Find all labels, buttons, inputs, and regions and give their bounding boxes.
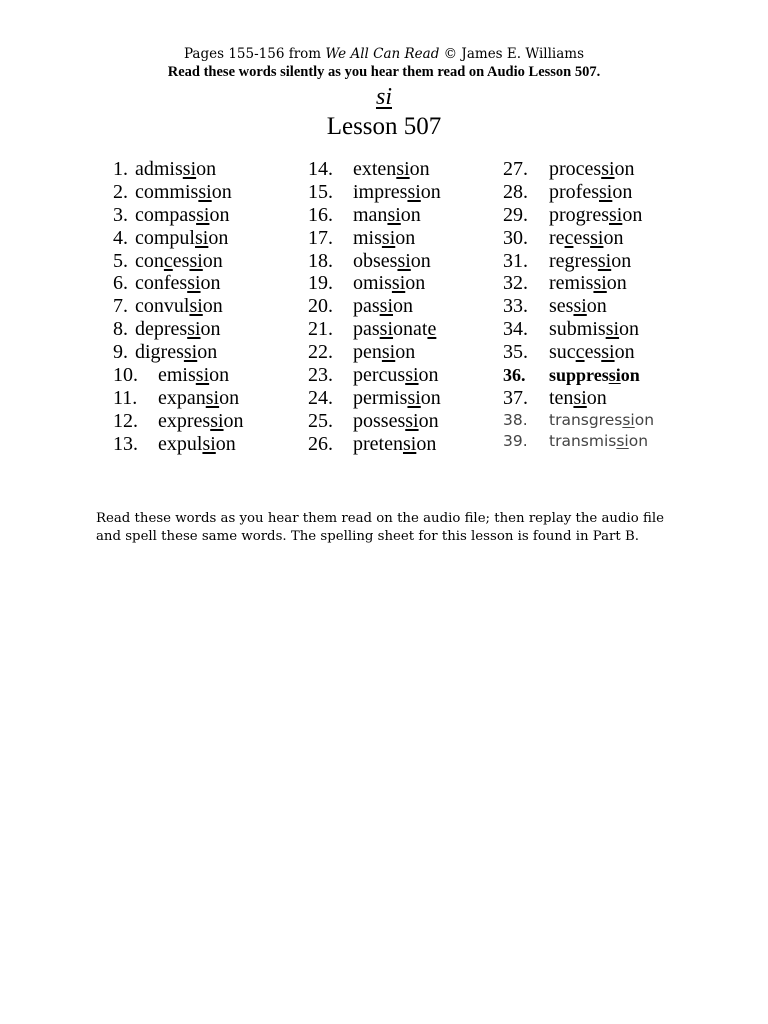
word-text: compassion: [135, 203, 230, 226]
word-number: 20.: [308, 295, 333, 318]
word-number: 38.: [503, 410, 528, 429]
word-text: regression: [549, 249, 632, 272]
word-number: 37.: [503, 386, 528, 409]
word-text: passionate: [353, 318, 437, 341]
lesson-title: Lesson 507: [326, 113, 442, 140]
word-text: convulsion: [135, 295, 223, 318]
word-number: 1.: [113, 158, 128, 180]
word-text: remission: [549, 272, 627, 295]
instructions-line-1: Read these words as you hear them read on the audio file; then replay the audio file: [96, 511, 664, 526]
word-number: 27.: [503, 158, 528, 180]
word-text: confession: [135, 272, 221, 295]
word-number: 31.: [503, 249, 528, 272]
word-text: obsession: [353, 249, 431, 272]
word-number: 10.: [113, 364, 138, 387]
word-text: transmission: [549, 431, 649, 450]
word-number: 32.: [503, 272, 528, 295]
word-number: 29.: [503, 203, 528, 226]
word-number: 2.: [113, 180, 128, 203]
word-text: omission: [353, 272, 426, 295]
word-text: transgression: [549, 410, 655, 429]
word-text: expulsion: [158, 432, 236, 455]
word-text: expansion: [158, 386, 240, 409]
word-number: 21.: [308, 318, 333, 341]
book-title: We All Can Read: [325, 46, 440, 62]
word-text: depression: [135, 318, 221, 341]
word-text: suppression: [549, 365, 640, 386]
word-number: 18.: [308, 249, 333, 272]
instructions: [96, 510, 696, 545]
word-number: 17.: [308, 226, 333, 249]
word-text: passion: [353, 295, 414, 318]
source-line: [0, 46, 768, 62]
word-number: 9.: [113, 341, 128, 364]
word-text: emission: [158, 364, 230, 387]
word-number: 13.: [113, 432, 138, 455]
word-number: 11.: [113, 386, 138, 409]
word-number: 28.: [503, 180, 528, 203]
word-text: digression: [135, 341, 218, 364]
word-text: mission: [353, 226, 416, 249]
word-number: 7.: [113, 295, 128, 318]
word-number: 6.: [113, 272, 128, 295]
word-text: tension: [549, 386, 607, 409]
word-text: pension: [353, 341, 416, 364]
word-text: possession: [353, 409, 439, 432]
word-text: mansion: [353, 203, 421, 226]
word-number: 25.: [308, 409, 333, 432]
word-text: recession: [549, 226, 624, 249]
word-text: succession: [549, 341, 635, 364]
word-number: 30.: [503, 226, 528, 249]
subtitle: Read these words silently as you hear them read on Audio Lesson 507.: [167, 64, 601, 80]
word-number: 15.: [308, 180, 333, 203]
word-text: extension: [353, 158, 430, 180]
word-text: pretension: [353, 432, 437, 455]
word-text: submission: [549, 318, 640, 341]
word-number: 39.: [503, 431, 528, 450]
word-text: percussion: [353, 364, 439, 387]
word-text: session: [549, 295, 607, 318]
word-number: 35.: [503, 341, 528, 364]
word-number: 4.: [113, 226, 128, 249]
word-text: commission: [135, 180, 232, 203]
word-number: 16.: [308, 203, 333, 226]
word-number: 22.: [308, 341, 333, 364]
word-number: 24.: [308, 386, 333, 409]
word-number: 12.: [113, 409, 138, 432]
word-number: 26.: [308, 432, 333, 455]
instructions-line-2: and spell these same words. The spelling sheet for this lesson is found in Part B.: [96, 528, 639, 544]
word-text: progression: [549, 203, 643, 226]
word-text: expression: [158, 409, 244, 432]
word-number: 33.: [503, 295, 528, 318]
source-suffix: © James E. Williams: [439, 46, 585, 62]
word-text: procession: [549, 158, 635, 180]
source-prefix: Pages 155-156 from: [183, 46, 326, 62]
word-text: admission: [135, 158, 217, 180]
word-text: permission: [353, 386, 441, 409]
word-number: 19.: [308, 272, 333, 295]
word-number: 8.: [113, 318, 128, 341]
phonogram-pattern: si: [375, 84, 392, 110]
word-text: impression: [353, 180, 441, 203]
word-number: 14.: [308, 158, 333, 180]
word-text: concession: [135, 249, 223, 272]
word-number: 36.: [503, 365, 526, 386]
word-number: 5.: [113, 249, 128, 272]
word-number: 23.: [308, 364, 333, 387]
word-number: 34.: [503, 318, 528, 341]
word-number: 3.: [113, 203, 128, 226]
word-text: profession: [549, 180, 633, 203]
word-text: compulsion: [135, 226, 229, 249]
